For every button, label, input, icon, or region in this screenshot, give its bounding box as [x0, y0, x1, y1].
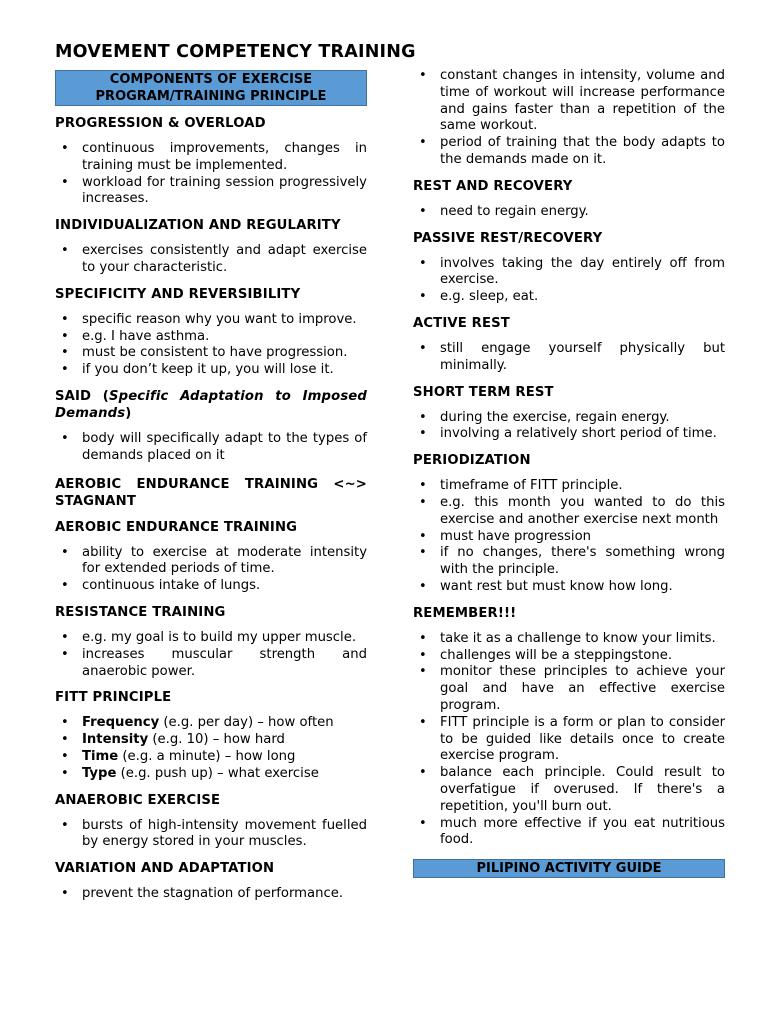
progression-heading: PROGRESSION & OVERLOAD — [55, 116, 266, 131]
components-banner — [55, 70, 367, 106]
list-item — [55, 715, 367, 732]
short-term-rest-list — [413, 410, 725, 444]
list-item: • body will specifically adapt to the types of demands placed on it — [55, 431, 367, 465]
aerobic-heading: AEROBIC ENDURANCE TRAINING — [55, 519, 298, 535]
variation-list — [55, 886, 367, 903]
right-column — [413, 68, 725, 878]
said-suffix: ) — [125, 405, 132, 421]
fitt-list — [55, 715, 367, 782]
specificity-list — [55, 312, 367, 379]
left-column — [55, 70, 367, 903]
banner-line-2: PROGRAM/TRAINING PRINCIPLE — [95, 89, 327, 104]
list-item: • involving a relatively short period of time. — [413, 426, 725, 443]
list-item: • timeframe of FITT principle. — [413, 478, 725, 495]
list-item: • want rest but must know how long. — [413, 579, 725, 596]
list-item: • continuous intake of lungs. — [55, 578, 367, 595]
list-item: • if no changes, there's something wrong with the principle. — [413, 545, 725, 579]
list-item — [55, 766, 367, 783]
pilipino-activity-guide-banner: PILIPINO ACTIVITY GUIDE — [413, 859, 725, 878]
specificity-heading: SPECIFICITY AND REVERSIBILITY — [55, 286, 301, 302]
list-item: • workload for training session progressively increases. — [55, 175, 367, 209]
list-item — [55, 732, 367, 749]
active-rest-heading: ACTIVE REST — [413, 315, 510, 331]
individualization-heading: INDIVIDUALIZATION AND REGULARITY — [55, 218, 341, 234]
rest-recovery-heading: REST AND RECOVERY — [413, 178, 573, 194]
list-item: • ability to exercise at moderate intensity for extended periods of time. — [55, 545, 367, 579]
list-item: • balance each principle. Could result to overfatigue if overused. If there's a repetition, you'll burn out. — [413, 765, 725, 815]
remember-list — [413, 631, 725, 849]
list-item: • involves taking the day entirely off from exercise. — [413, 256, 725, 290]
active-rest-list — [413, 341, 725, 375]
passive-rest-heading: PASSIVE REST/RECOVERY — [413, 230, 603, 246]
passive-rest-list — [413, 256, 725, 306]
short-term-rest-heading: SHORT TERM REST — [413, 384, 554, 400]
periodization-list — [413, 478, 725, 596]
list-item: • constant changes in intensity, volume and time of workout will increase performance and gains faster than a repetition of the same workout. — [413, 68, 725, 135]
rest-recovery-list — [413, 204, 725, 221]
list-item: • period of training that the body adapts to the demands made on it. — [413, 135, 725, 169]
resistance-list — [55, 630, 367, 680]
list-item: • challenges will be a steppingstone. — [413, 648, 725, 665]
list-item: • FITT principle is a form or plan to consider to be guided like details once to create exercise program. — [413, 715, 725, 765]
aerobic-stagnant-heading: AEROBIC ENDURANCE TRAINING <~> STAGNANT — [55, 476, 367, 509]
list-item — [55, 749, 367, 766]
list-item: • take it as a challenge to know your limits. — [413, 631, 725, 648]
list-item: • during the exercise, regain energy. — [413, 410, 725, 427]
list-item: • e.g. my goal is to build my upper muscle. — [55, 630, 367, 647]
list-item: • bursts of high-intensity movement fuelled by energy stored in your muscles. — [55, 818, 367, 852]
variation-cont-list — [413, 68, 725, 169]
list-item: • must have progression — [413, 529, 725, 546]
fitt-term: Frequency — [82, 715, 160, 731]
page-title: MOVEMENT COMPETENCY TRAINING — [55, 42, 416, 62]
list-item: • need to regain energy. — [413, 204, 725, 221]
remember-heading: REMEMBER!!! — [413, 605, 517, 621]
list-item: • specific reason why you want to improve. — [55, 312, 367, 329]
said-heading — [55, 388, 367, 422]
said-list — [55, 431, 367, 465]
variation-heading: VARIATION AND ADAPTATION — [55, 861, 275, 877]
fitt-desc: (e.g. push up) – what exercise — [116, 765, 319, 781]
list-item: • if you don’t keep it up, you will lose it. — [55, 362, 367, 379]
said-italic: Specific Adaptation to Imposed Demands — [55, 388, 367, 421]
fitt-term: Type — [82, 765, 117, 781]
aerobic-list — [55, 545, 367, 595]
list-item: • monitor these principles to achieve your goal and have an effective exercise program. — [413, 664, 725, 714]
list-item: • continuous improvements, changes in training must be implemented. — [55, 141, 367, 175]
list-item: • exercises consistently and adapt exercise to your characteristic. — [55, 243, 367, 277]
progression-list — [55, 141, 367, 208]
fitt-desc: (e.g. a minute) – how long — [118, 748, 296, 764]
list-item: • e.g. this month you wanted to do this exercise and another exercise next month — [413, 495, 725, 529]
anaerobic-heading: ANAEROBIC EXERCISE — [55, 792, 221, 808]
list-item: • still engage yourself physically but minimally. — [413, 341, 725, 375]
banner-line-1: COMPONENTS OF EXERCISE — [109, 72, 313, 87]
fitt-term: Time — [82, 748, 119, 764]
list-item: • prevent the stagnation of performance. — [55, 886, 367, 903]
list-item: • increases muscular strength and anaerobic power. — [55, 647, 367, 681]
list-item: • must be consistent to have progression. — [55, 345, 367, 362]
list-item: • much more effective if you eat nutritious food. — [413, 816, 725, 850]
individualization-list — [55, 243, 367, 277]
fitt-term: Intensity — [82, 732, 149, 748]
periodization-heading: PERIODIZATION — [413, 453, 531, 469]
list-item: • e.g. I have asthma. — [55, 329, 367, 346]
list-item: • e.g. sleep, eat. — [413, 289, 725, 306]
fitt-heading: FITT PRINCIPLE — [55, 690, 172, 706]
said-prefix: SAID ( — [55, 388, 109, 404]
fitt-desc: (e.g. per day) – how often — [159, 715, 334, 731]
fitt-desc: (e.g. 10) – how hard — [148, 732, 285, 748]
resistance-heading: RESISTANCE TRAINING — [55, 604, 226, 620]
anaerobic-list — [55, 818, 367, 852]
